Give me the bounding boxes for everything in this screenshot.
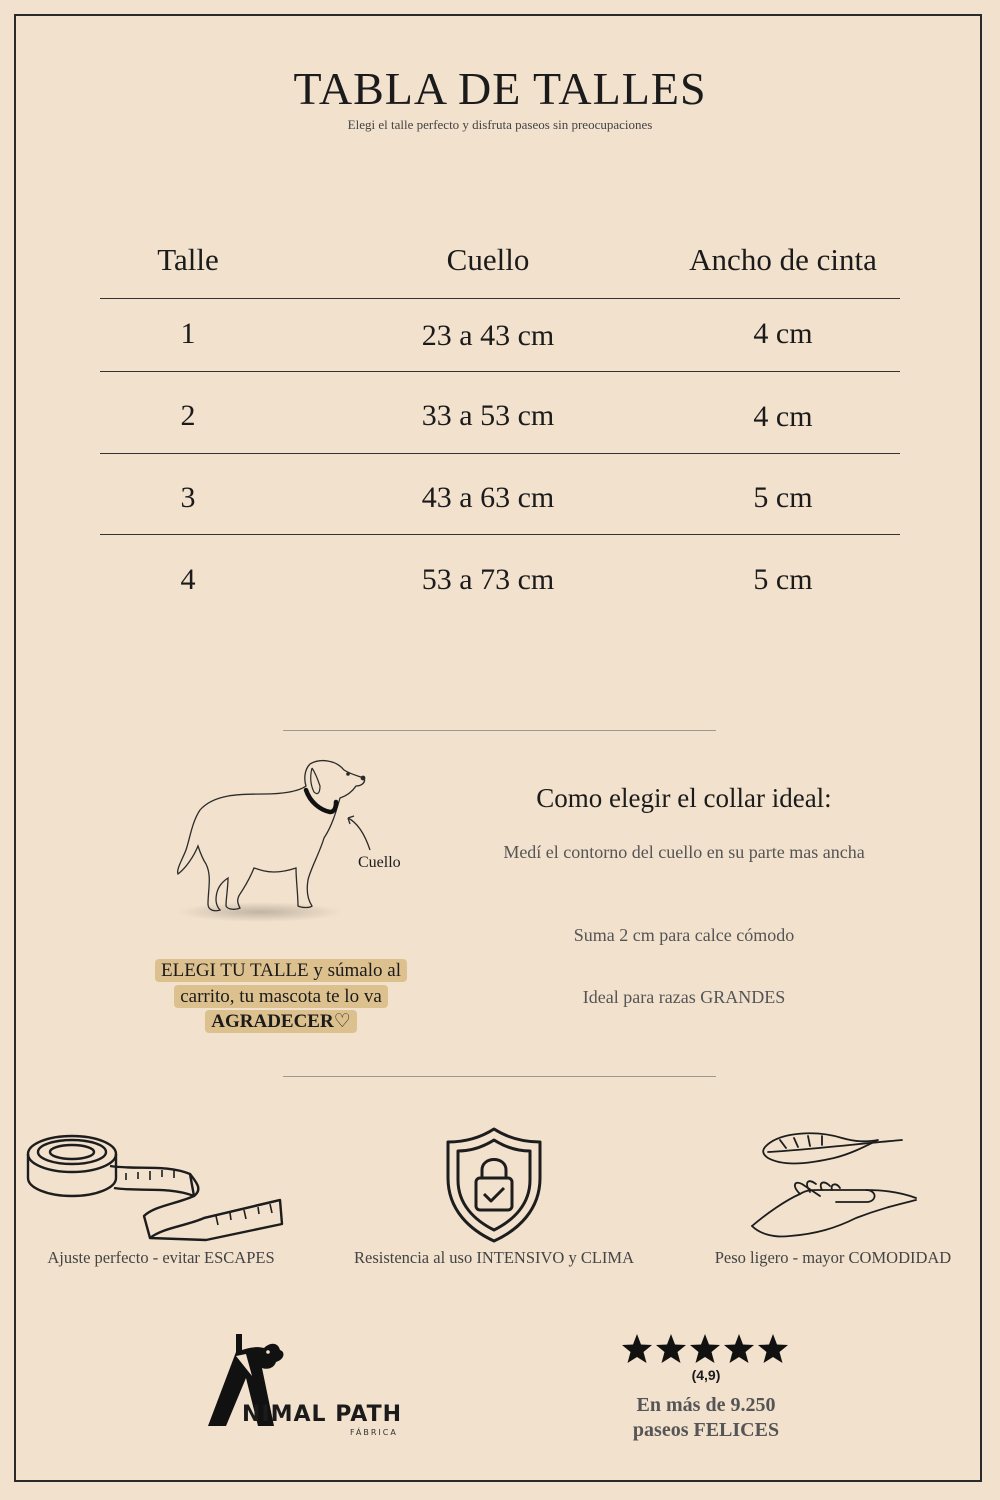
cell-cuello: 33 a 53 cm [421,399,555,432]
page-subtitle: Elegi el talle perfecto y disfruta paseos sin preocupaciones [347,117,653,132]
cell-ancho: 4 cm [753,317,813,350]
feature-label: Peso ligero - mayor COMODIDAD [714,1248,952,1267]
col-header-talle: Talle [157,242,219,277]
cell-talle: 4 [180,563,196,596]
table-divider [100,453,900,454]
neck-label: Cuello [358,854,401,871]
promo-emphasis: AGRADECER [211,1011,334,1032]
measuring-tape-icon [26,1130,286,1242]
cell-cuello: 43 a 63 cm [421,481,555,514]
feather-hand-icon [746,1128,922,1244]
promo-text-line1: ELEGI TU TALLE y súmalo al [155,959,407,982]
feature-label: Ajuste perfecto - evitar ESCAPES [47,1248,275,1267]
reviews-line2: paseos FELICES [632,1419,780,1441]
guide-tip: Medí el contorno del cuello en su parte mas ancha [503,842,865,862]
cell-talle: 1 [180,317,196,350]
reviews-text [576,1393,836,1443]
promo-callout [118,958,444,1035]
heart-icon: ♡ [333,1011,351,1032]
feature-label: Resistencia al uso INTENSIVO y CLIMA [353,1248,634,1267]
star-icon [758,1334,788,1363]
cell-ancho: 5 cm [753,481,813,514]
brand-tagline: FÁBRICA [350,1428,398,1437]
star-icon [690,1334,720,1363]
col-header-cuello: Cuello [446,242,530,277]
star-icon [622,1334,652,1363]
cell-ancho: 5 cm [753,563,813,596]
table-divider [100,534,900,535]
table-divider [100,371,900,372]
reviews-line1: En más de 9.250 [636,1394,776,1416]
guide-tip: Suma 2 cm para calce cómodo [573,925,795,945]
promo-text-line3 [205,1010,357,1033]
cell-cuello: 23 a 43 cm [421,319,555,352]
table-divider [100,298,900,299]
cell-talle: 3 [180,481,196,514]
rating-stars [620,1332,792,1366]
cell-cuello: 53 a 73 cm [421,563,555,596]
star-icon [656,1334,686,1363]
star-icon [724,1334,754,1363]
col-header-ancho: Ancho de cinta [689,242,877,277]
cell-talle: 2 [180,399,196,432]
section-separator [283,730,716,731]
section-separator [283,1076,716,1077]
shield-lock-icon [444,1126,544,1244]
cell-ancho: 4 cm [753,400,813,433]
guide-tip: Ideal para razas GRANDES [582,987,786,1007]
brand-name: NIMAL PATH [242,1402,403,1427]
rating-score: (4,9) [691,1367,721,1383]
promo-text-line2: carrito, tu mascota te lo va [174,985,388,1008]
guide-title: Como elegir el collar ideal: [536,783,832,813]
dog-illustration [160,752,380,927]
page-title: TABLA DE TALLES [293,63,707,114]
